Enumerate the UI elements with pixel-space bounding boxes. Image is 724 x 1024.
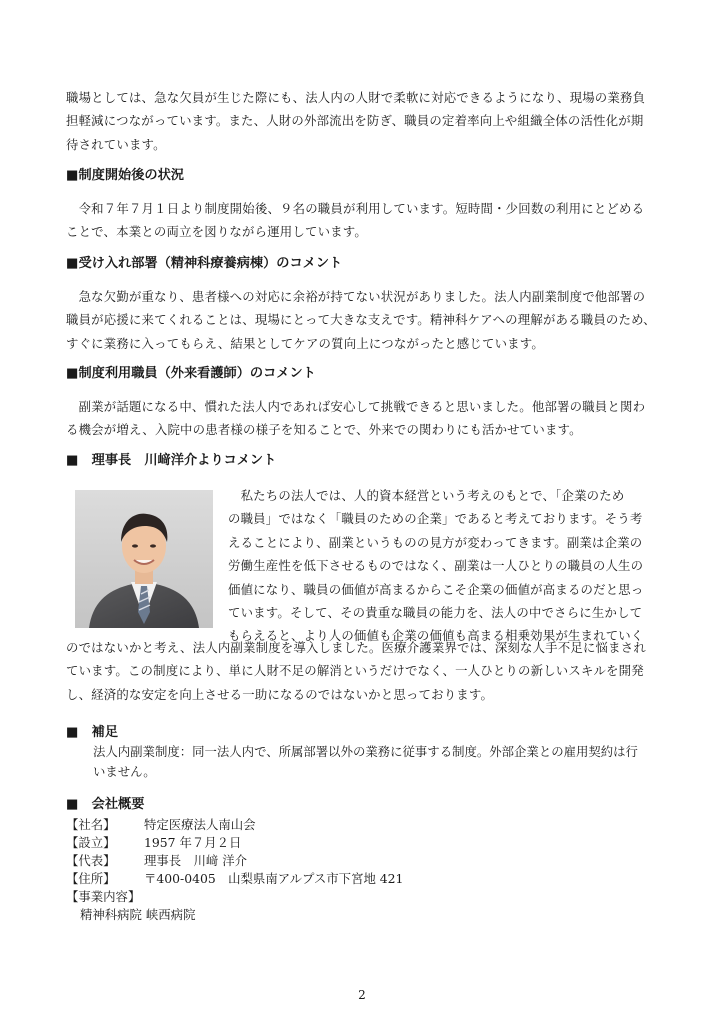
section-heading-receiving-dept: ■受け入れ部署（精神科療養病棟）のコメント xyxy=(66,256,343,271)
chairman-comment-full xyxy=(66,636,662,706)
paragraph-line: ています。そして、その貴重な職員の能力を、法人の中でさらに生かして xyxy=(228,605,643,621)
company-label: 【社名】 xyxy=(66,817,116,832)
supplement-text xyxy=(93,742,668,782)
company-value: 〒400-0405 山梨県南アルプス市下宮地 421 xyxy=(144,871,404,886)
paragraph-line: 法人内副業制度：同一法人内で、所属部署以外の業務に従事する制度。外部企業との雇用契約は行 xyxy=(93,744,638,759)
chairman-portrait-image xyxy=(75,490,213,628)
paragraph-line: いません。 xyxy=(93,764,156,779)
chairman-comment-side xyxy=(228,484,662,648)
intro-line: 担軽減につながっています。また、人財の外部流出を防ぎ、職員の定着率向上や組織全体の活性化が期 xyxy=(66,113,644,129)
paragraph-line: 急な欠勤が重なり、患者様への対応に余裕が持てない状況がありました。法人内副業制度で他部署の xyxy=(66,289,646,304)
paragraph-line: 私たちの法人では、人的資本経営という考えのもとで、「企業のため xyxy=(228,488,625,503)
paragraph-line: のではないかと考え、法人内副業制度を導入しました。医療介護業界では、深刻な人手不足に悩まされ xyxy=(66,640,646,655)
paragraph-line: の職員」ではなく「職員のための企業」であると考えております。そう考 xyxy=(228,511,643,527)
paragraph-line: もらえると、より人の価値も企業の価値も高まる相乗効果が生まれていく xyxy=(228,628,644,644)
intro-line: 職場としては、急な欠員が生じた際にも、法人内の人財で柔軟に対応できるようになり、現場の業務負 xyxy=(66,90,646,105)
company-value: 特定医療法人南山会 xyxy=(144,817,256,832)
company-value: 理事長 川﨑 洋介 xyxy=(144,853,248,868)
paragraph-line: ています。この制度により、単に人財不足の解消というだけでなく、一人ひとりの新しいスキルを開発 xyxy=(66,663,644,679)
company-label: 【設立】 xyxy=(66,835,116,850)
chairman-photo xyxy=(75,490,213,628)
page-number: 2 xyxy=(358,988,366,1002)
paragraph-line: ことで、本業との両立を図りながら運用しています。 xyxy=(66,224,367,240)
company-row-founded xyxy=(66,834,241,852)
paragraph-line: 価値になり、職員の価値が高まるからこそ企業の価値が高まるのだと思っ xyxy=(228,581,644,597)
intro-paragraph xyxy=(66,86,662,156)
paragraph-line: すぐに業務に入ってもらえ、結果としてケアの質向上につながったと感じています。 xyxy=(66,335,544,351)
paragraph-line: 副業が話題になる中、慣れた法人内であれば安心して挑戦できると思いました。他部署の職員と関わ xyxy=(66,399,646,414)
company-label: 【住所】 xyxy=(66,871,116,886)
section-receiving-dept-paragraph xyxy=(66,285,662,355)
paragraph-line: る機会が増え、入院中の患者様の様子を知ることで、外来での関わりにも活かせています。 xyxy=(66,422,582,438)
company-row-name xyxy=(66,816,256,834)
section-heading-status: ■制度開始後の状況 xyxy=(66,168,184,183)
company-label: 【代表】 xyxy=(66,853,116,868)
intro-line: 待されています。 xyxy=(66,136,166,152)
company-row-business-value: 精神科病院 峡西病院 xyxy=(80,907,196,922)
company-row-representative xyxy=(66,852,247,870)
section-status-paragraph xyxy=(66,197,662,244)
section-heading-chairman: ■ 理事長 川﨑洋介よりコメント xyxy=(66,453,277,468)
section-heading-company: ■ 会社概要 xyxy=(66,797,145,812)
paragraph-line: し、経済的な安定を向上させる一助になるのではないかと思っております。 xyxy=(66,686,494,702)
paragraph-line: 労働生産性を低下させるものではなく、副業は一人ひとりの職員の人生の xyxy=(228,558,644,574)
company-row-address xyxy=(66,870,403,888)
section-heading-staff-comment: ■制度利用職員（外来看護師）のコメント xyxy=(66,366,316,381)
paragraph-line: 令和７年７月１日より制度開始後、９名の職員が利用しています。短時間・少回数の利用にとどめる xyxy=(66,201,645,216)
section-heading-supplement: ■ 補足 xyxy=(66,725,119,740)
paragraph-line: 職員が応援に来てくれることは、現場にとって大きな支えです。精神科ケアへの理解がある職員のため、 xyxy=(66,312,656,328)
company-value: 1957 年７月２日 xyxy=(144,835,242,850)
paragraph-line: えることにより、副業というものの見方が変わってきます。副業は企業の xyxy=(228,534,643,550)
company-row-business-label: 【事業内容】 xyxy=(66,889,141,904)
section-staff-comment-paragraph xyxy=(66,395,662,442)
